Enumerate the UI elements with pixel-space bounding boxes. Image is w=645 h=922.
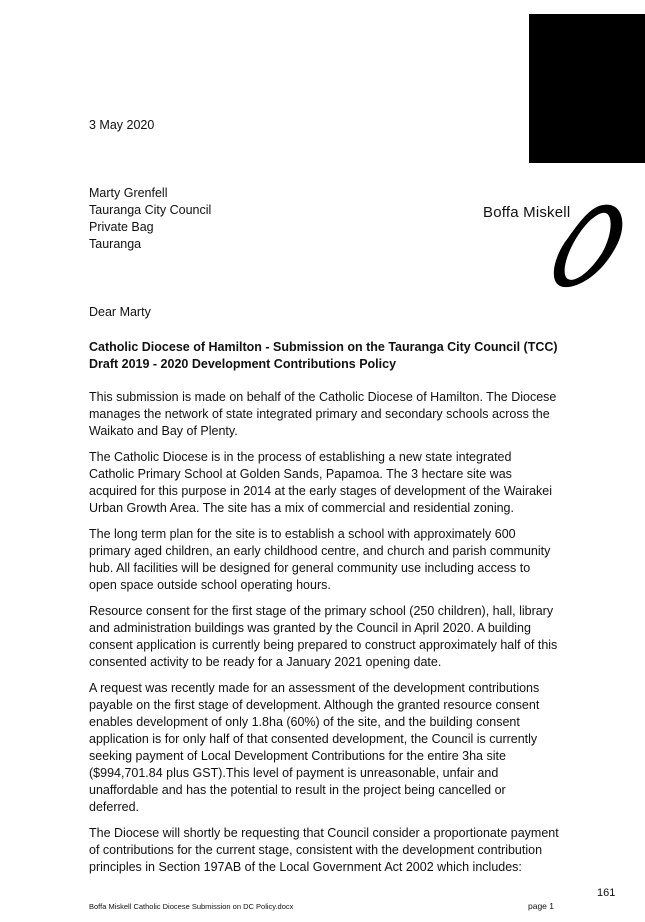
recipient-address — [89, 185, 211, 253]
subject-heading — [89, 339, 569, 373]
subject-line-2: Draft 2019 - 2020 Development Contributions Policy — [89, 357, 397, 371]
recipient-city: Tauranga — [89, 237, 142, 251]
paragraph-1: This submission is made on behalf of the Catholic Diocese of Hamilton. The Diocese manages the network of state integrated primary and secondary schools across the Waikato and Bay of Plenty. — [89, 390, 557, 439]
letter-date: 3 May 2020 — [89, 118, 155, 132]
company-logo — [478, 200, 638, 295]
boffa-miskell-o-logo-icon — [550, 200, 630, 295]
subject-line-1: Catholic Diocese of Hamilton - Submission on the Tauranga City Council (TCC) — [89, 340, 558, 354]
recipient-street: Private Bag — [89, 220, 154, 234]
footer-page-label: page 1 — [528, 901, 554, 911]
salutation: Dear Marty — [89, 305, 151, 319]
paragraph-6: The Diocese will shortly be requesting that Council consider a proportionate payment of contributions for the current stage, consistent with the development contribution principles in Section 197AB of the Local Government Act 2002 which includes: — [89, 826, 559, 875]
footer-filename: Boffa Miskell Catholic Diocese Submission on DC Policy.docx — [89, 902, 294, 911]
recipient-organisation: Tauranga City Council — [89, 203, 212, 217]
paragraph-4: Resource consent for the first stage of the primary school (250 children), hall, library and administration buildings was granted by the Council in April 2020. A building consent application is currently being prepared to construct approximately half of this consented activity to be ready for a January 2021 opening date. — [89, 603, 558, 670]
letter-body — [89, 389, 559, 885]
page-number: 161 — [597, 887, 616, 899]
logo-text: Boffa Miskell — [483, 204, 571, 221]
paragraph-5: A request was recently made for an assessment of the development contributions payable on the first stage of development. Although the granted resource consent enables development of only 1.8ha (60%) of the site, and the building consent application is for only half of that consented development, the Council is currently seeking payment of Local Development Contributions for the entire 3ha site ($994,701.84 plus GST).This level of payment is unreasonable, unfair and unaffordable and has the potential to result in the project being cancelled or deferred. — [89, 680, 540, 815]
paragraph-2: The Catholic Diocese is in the process of establishing a new state integrated Catholic Primary School at Golden Sands, Papamoa. The 3 hectare site was acquired for this purpose in 2014 at the early stages of development of the Wairakei Urban Growth Area. The site has a mix of commercial and residential zoning. — [89, 449, 553, 516]
black-redaction-block — [529, 14, 645, 163]
paragraph-3: The long term plan for the site is to establish a school with approximately 600 primary aged children, an early childhood centre, and church and parish community hub. All facilities will be designed for general community use including access to open space outside school operating hours. — [89, 526, 551, 593]
recipient-name: Marty Grenfell — [89, 186, 168, 200]
